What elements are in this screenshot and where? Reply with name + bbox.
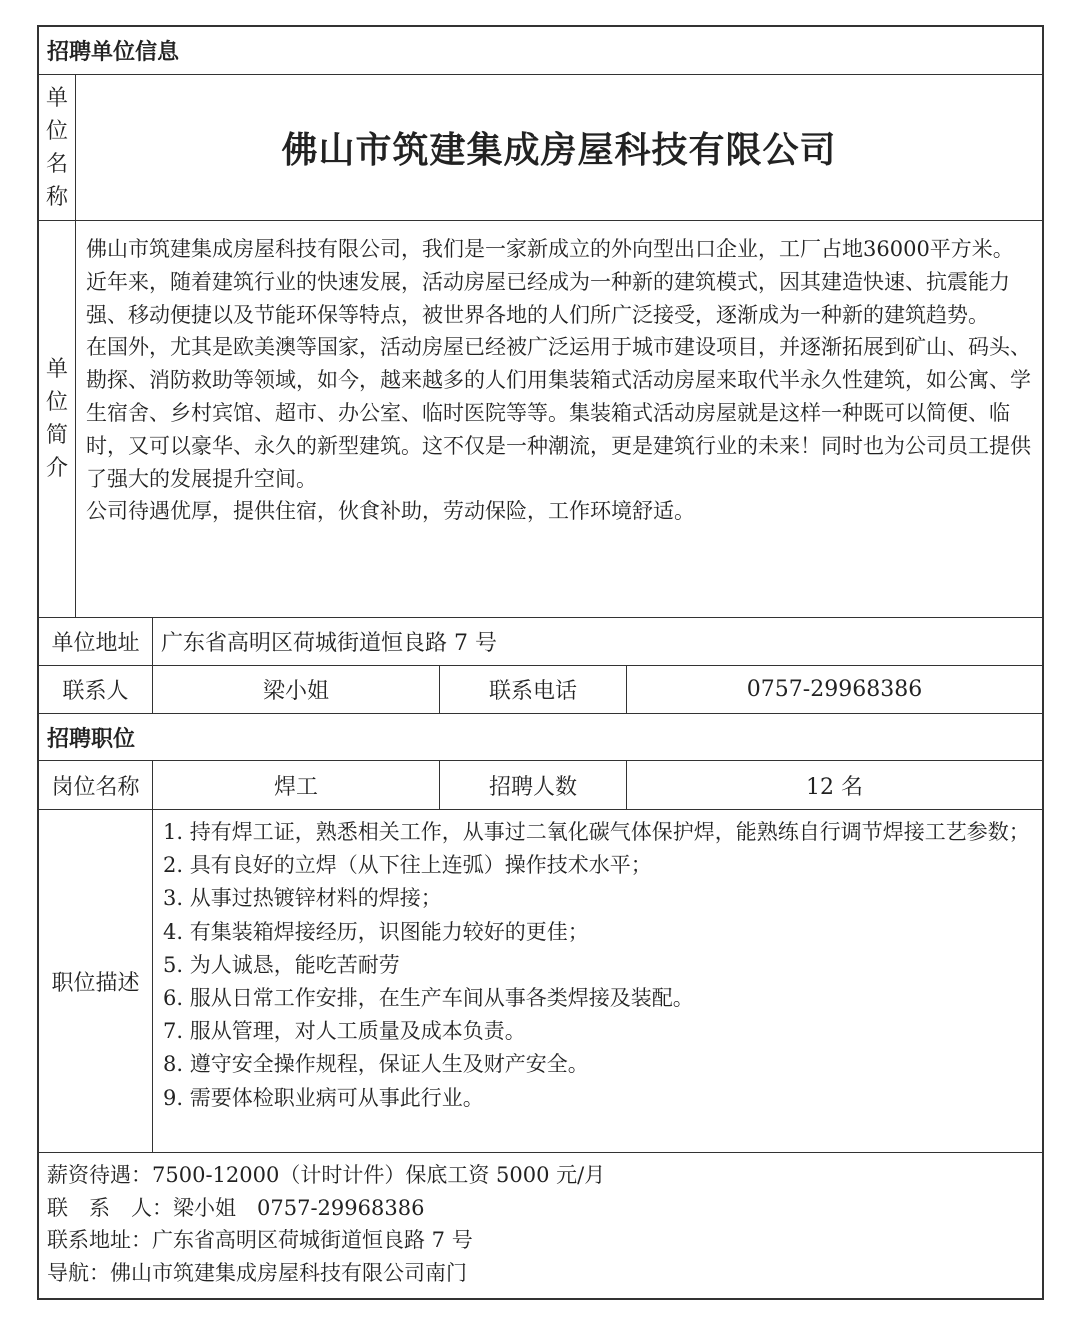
company-intro-text xyxy=(76,221,1042,617)
list-item: 8. 遵守安全操作规程，保证人生及财产安全。 xyxy=(163,1052,589,1077)
list-item: 2. 具有良好的立焊（从下往上连弧）操作技术水平； xyxy=(163,853,652,878)
contact-value: 梁小姐 xyxy=(153,666,440,713)
phone-value: 0757-29968386 xyxy=(746,677,923,702)
position-title-row xyxy=(39,761,1042,810)
section-title-positions: 招聘职位 xyxy=(47,726,136,752)
company-name: 佛山市筑建集成房屋科技有限公司 xyxy=(281,130,837,171)
salary-line: 薪资待遇：7500-12000（计时计件）保底工资 5000 元/月 xyxy=(47,1163,606,1187)
hiring-count-label: 招聘人数 xyxy=(440,761,627,809)
address-value: 广东省高明区荷城街道恒良路 7 号 xyxy=(161,631,497,656)
address-line: 联系地址：广东省高明区荷城街道恒良路 7 号 xyxy=(47,1228,473,1252)
employer-info-header-row xyxy=(39,27,1042,75)
label-char: 单 xyxy=(45,357,68,382)
job-description-row xyxy=(39,810,1042,1153)
footer-info xyxy=(39,1153,1042,1298)
recruitment-form xyxy=(37,25,1044,1300)
label-char: 称 xyxy=(45,184,68,210)
list-item: 4. 有集装箱焊接经历，识图能力较好的更佳； xyxy=(163,919,589,944)
navigation-line: 导航：佛山市筑建集成房屋科技有限公司南门 xyxy=(47,1260,467,1285)
intro-paragraph: 佛山市筑建集成房屋科技有限公司，我们是一家新成立的外向型出口企业，工厂占地36000平方米。 xyxy=(86,237,1014,261)
label-char: 简 xyxy=(45,423,68,448)
address-row xyxy=(39,618,1042,666)
position-title-label: 岗位名称 xyxy=(39,761,153,809)
company-intro-label xyxy=(39,221,76,617)
intro-paragraph: 公司待遇优厚，提供住宿，伙食补助，劳动保险，工作环境舒适。 xyxy=(86,499,695,524)
list-item: 5. 为人诚恳，能吃苦耐劳 xyxy=(163,952,400,977)
contact-line: 联 系 人：梁小姐 0757-29968386 xyxy=(47,1195,425,1220)
intro-paragraph: 近年来，随着建筑行业的快速发展，活动房屋已经成为一种新的建筑模式，因其建造快速、抗震能力强、移动便捷以及节能环保等特点，被世界各地的人们所广泛接受，逐渐成为一种新的建筑趋势。 xyxy=(86,269,1010,327)
list-item: 1. 持有焊工证，熟悉相关工作，从事过二氧化碳气体保护焊，能熟练自行调节焊接工艺参数； xyxy=(163,820,1030,844)
company-intro-row xyxy=(39,221,1042,618)
intro-paragraph: 在国外，尤其是欧美澳等国家，活动房屋已经被广泛运用于城市建设项目，并逐渐拓展到矿山、码头、勘探、消防救助等领域，如今，越来越多的人们用集装箱式活动房屋来取代半永久性建筑，如公寓、学生宿舍、乡村宾馆、超市、办公室、临时医院等等。集装箱式活动房屋就是这样一种既可以简便、临时，又可以豪华、永久的新型建筑。这不仅是一种潮流，更是建筑行业的未来！同时也为公司员工提供了强大的发展提升空间。 xyxy=(86,335,1031,491)
list-item: 6. 服从日常工作安排，在生产车间从事各类焊接及装配。 xyxy=(163,986,694,1011)
section-title-employer-info: 招聘单位信息 xyxy=(47,40,180,65)
company-name-cell xyxy=(76,75,1042,220)
company-name-row xyxy=(39,75,1042,221)
label-char: 位 xyxy=(45,118,68,144)
label-char: 位 xyxy=(45,390,68,415)
address-label: 单位地址 xyxy=(39,618,153,665)
label-char: 介 xyxy=(45,456,68,481)
phone-label: 联系电话 xyxy=(440,666,627,713)
position-title-value: 焊工 xyxy=(153,761,440,809)
footer-row xyxy=(39,1153,1042,1298)
list-item: 7. 服从管理，对人工质量及成本负责。 xyxy=(163,1019,526,1044)
list-item: 3. 从事过热镀锌材料的焊接； xyxy=(163,886,442,911)
label-char: 名 xyxy=(45,151,68,177)
contact-label: 联系人 xyxy=(39,666,153,713)
list-item: 9. 需要体检职业病可从事此行业。 xyxy=(163,1085,484,1110)
job-duties-list xyxy=(153,810,1042,1152)
contact-row xyxy=(39,666,1042,714)
positions-header-row xyxy=(39,714,1042,761)
company-name-label xyxy=(39,75,76,220)
hiring-count-value: 12 名 xyxy=(806,774,863,800)
label-char: 单 xyxy=(45,85,68,111)
job-description-label: 职位描述 xyxy=(39,810,153,1152)
